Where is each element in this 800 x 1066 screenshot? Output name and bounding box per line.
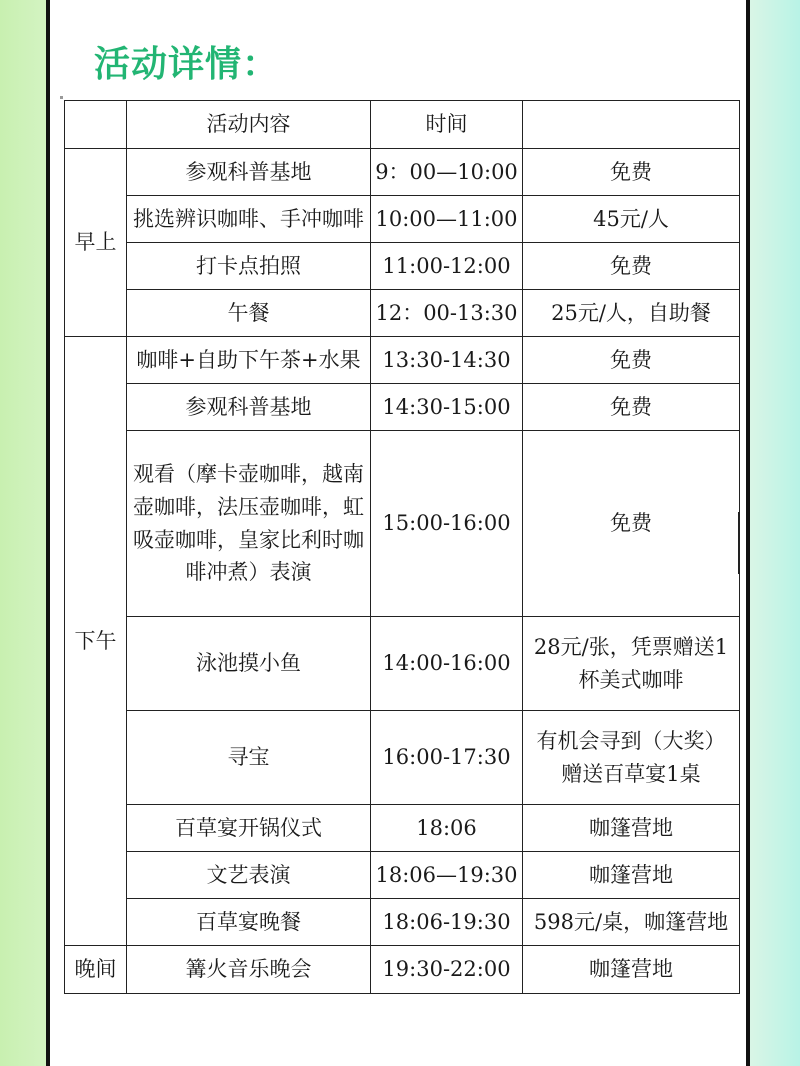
table-row [65,149,740,196]
fee-cell: 有机会寻到（大奖）赠送百草宴1桌 [523,711,740,805]
scan-mark [60,96,63,99]
fee-cell: 598元/桌，咖篷营地 [523,899,740,946]
header-cell-fee [523,101,740,149]
table-row [65,384,740,431]
fee-cell: 咖篷营地 [523,852,740,899]
time-cell: 19:30-22:00 [371,946,523,994]
time-cell: 14:00-16:00 [371,617,523,711]
period-cell-morning: 早上 [65,149,127,337]
fee-cell: 咖篷营地 [523,946,740,994]
header-cell-time: 时间 [371,101,523,149]
activity-cell: 百草宴开锅仪式 [127,805,371,852]
table-row [65,617,740,711]
table-row [65,805,740,852]
time-cell: 18:06—19:30 [371,852,523,899]
period-cell-evening: 晚间 [65,946,127,994]
time-cell: 15:00-16:00 [371,431,523,617]
fee-cell: 25元/人，自助餐 [523,290,740,337]
activity-cell: 观看（摩卡壶咖啡，越南壶咖啡，法压壶咖啡，虹吸壶咖啡，皇家比利时咖啡冲煮）表演 [127,431,371,617]
time-cell: 9：00—10:00 [371,149,523,196]
table-row [65,946,740,994]
activity-cell: 寻宝 [127,711,371,805]
table-row [65,852,740,899]
table-row [65,243,740,290]
schedule-table [64,100,740,994]
time-cell: 12：00-13:30 [371,290,523,337]
fee-cell: 28元/张，凭票赠送1杯美式咖啡 [523,617,740,711]
activity-cell: 午餐 [127,290,371,337]
time-cell: 18:06 [371,805,523,852]
page-title: 活动详情： [94,44,280,85]
time-cell: 10:00—11:00 [371,196,523,243]
time-cell: 11:00-12:00 [371,243,523,290]
table-header-row [65,101,740,149]
header-cell-period [65,101,127,149]
activity-cell: 咖啡+自助下午茶+水果 [127,337,371,384]
fee-cell: 免费 [523,431,740,617]
time-cell: 13:30-14:30 [371,337,523,384]
time-cell: 18:06-19:30 [371,899,523,946]
scroll-indicator [738,512,740,574]
table-row [65,196,740,243]
activity-cell: 百草宴晚餐 [127,899,371,946]
activity-cell: 参观科普基地 [127,149,371,196]
table-row [65,337,740,384]
time-cell: 16:00-17:30 [371,711,523,805]
header-cell-content: 活动内容 [127,101,371,149]
fee-cell: 免费 [523,337,740,384]
table-row [65,711,740,805]
fee-cell: 免费 [523,243,740,290]
activity-cell: 参观科普基地 [127,384,371,431]
activity-cell: 篝火音乐晚会 [127,946,371,994]
table-row [65,290,740,337]
table-row [65,899,740,946]
table-row [65,431,740,617]
fee-cell: 咖篷营地 [523,805,740,852]
fee-cell: 免费 [523,384,740,431]
fee-cell: 免费 [523,149,740,196]
fee-cell: 45元/人 [523,196,740,243]
activity-cell: 泳池摸小鱼 [127,617,371,711]
time-cell: 14:30-15:00 [371,384,523,431]
activity-cell: 文艺表演 [127,852,371,899]
period-cell-afternoon: 下午 [65,337,127,946]
activity-cell: 挑选辨识咖啡、手冲咖啡 [127,196,371,243]
activity-cell: 打卡点拍照 [127,243,371,290]
